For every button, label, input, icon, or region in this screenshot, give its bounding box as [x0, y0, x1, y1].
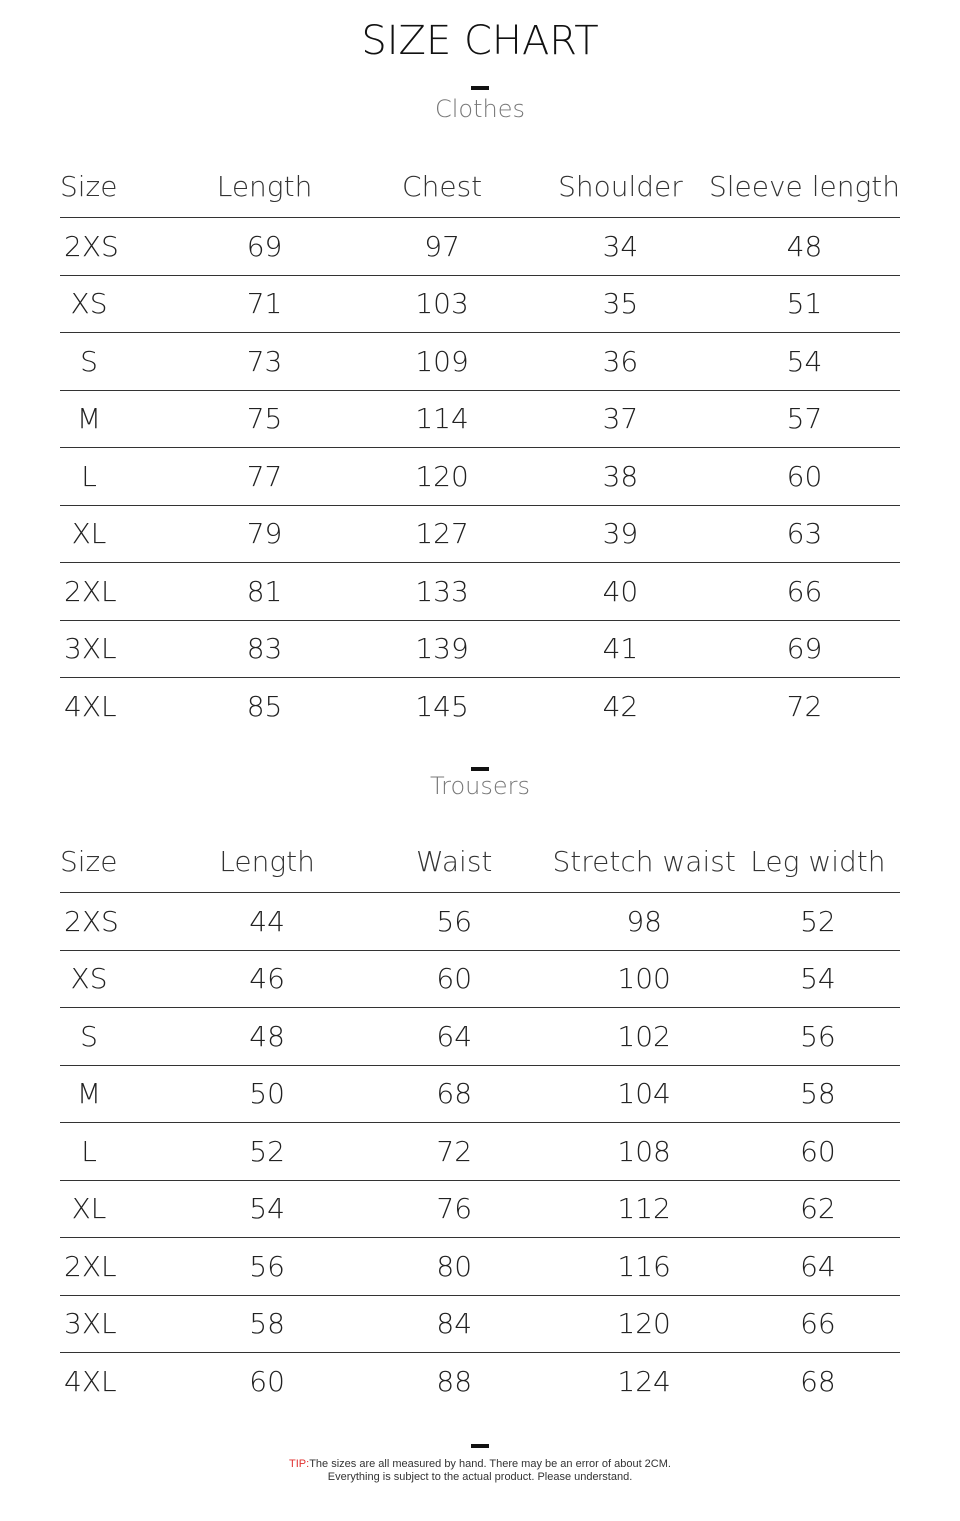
measurement-cell: 40	[602, 574, 639, 608]
measurement-cell: 39	[602, 517, 639, 551]
table-row	[60, 1065, 900, 1123]
tip-line-1: The sizes are all measured by hand. There may be an error of about 2CM.	[309, 1458, 671, 1470]
measurement-cell: 114	[415, 402, 469, 436]
measurement-cell: 108	[617, 1134, 671, 1168]
table-row	[60, 448, 900, 506]
size-label: S	[80, 344, 98, 378]
table-row	[60, 620, 900, 678]
measurement-cell: 69	[786, 632, 823, 666]
measurement-cell: 56	[800, 1019, 836, 1053]
size-label: S	[80, 1019, 98, 1053]
measurement-cell: 60	[436, 962, 473, 996]
table-row	[60, 950, 900, 1008]
size-label: 4XL	[64, 689, 117, 723]
measurement-cell: 36	[602, 344, 639, 378]
measurement-cell: 54	[800, 962, 836, 996]
table-row	[60, 1008, 900, 1066]
measurement-cell: 68	[800, 1364, 836, 1398]
size-label: 2XS	[64, 229, 119, 263]
size-cell	[60, 950, 178, 1008]
measurement-cell: 58	[249, 1307, 285, 1341]
section-divider-bar	[471, 767, 489, 771]
measurement-cell: 62	[800, 1192, 836, 1226]
measurement-cell: 84	[436, 1307, 473, 1341]
column-header: Size	[60, 169, 118, 203]
measurement-cell: 104	[617, 1077, 671, 1111]
table-row	[60, 218, 900, 276]
column-header: Chest	[402, 169, 483, 203]
column-header: Length	[216, 169, 313, 203]
size-cell	[60, 218, 177, 276]
size-cell	[60, 1238, 178, 1296]
measurement-cell: 42	[602, 689, 639, 723]
column-header: Shoulder	[558, 169, 683, 203]
size-cell	[60, 1123, 178, 1181]
measurement-cell: 37	[602, 402, 639, 436]
table-row	[60, 1180, 900, 1238]
section-divider-bar	[471, 1444, 489, 1448]
table-header-row	[60, 155, 900, 218]
size-label: 3XL	[64, 1307, 117, 1341]
measurement-cell: 58	[800, 1077, 836, 1111]
table-row	[60, 1295, 900, 1353]
clothes-heading: Clothes	[435, 95, 525, 123]
table-row	[60, 678, 900, 735]
tip-label: TIP:	[289, 1458, 310, 1470]
size-label: M	[76, 402, 102, 436]
table-row	[60, 563, 900, 621]
measurement-cell: 98	[626, 904, 662, 938]
size-label: L	[81, 1134, 97, 1168]
tip-line-2: Everything is subject to the actual product. Please understand.	[327, 1471, 633, 1483]
measurement-cell: 64	[800, 1249, 836, 1283]
column-header: Length	[219, 844, 315, 878]
table-header-row	[60, 830, 900, 893]
measurement-cell: 76	[436, 1192, 473, 1226]
size-cell	[60, 1008, 178, 1066]
measurement-cell: 72	[436, 1134, 473, 1168]
measurement-cell: 54	[786, 344, 823, 378]
measurement-cell: 116	[617, 1249, 671, 1283]
measurement-cell: 56	[436, 904, 473, 938]
table-row	[60, 1353, 900, 1410]
size-cell	[60, 893, 178, 951]
measurement-cell: 38	[602, 459, 639, 493]
column-header: Sleeve length	[708, 169, 900, 203]
table-row	[60, 390, 900, 448]
measurement-cell: 109	[415, 344, 469, 378]
column-header: Size	[60, 844, 118, 878]
clothes-size-table	[60, 155, 900, 735]
measurement-cell: 124	[617, 1364, 671, 1398]
size-cell	[60, 620, 177, 678]
measurement-cell: 88	[436, 1364, 473, 1398]
measurement-cell: 102	[617, 1019, 671, 1053]
size-cell	[60, 275, 177, 333]
measurement-cell: 83	[246, 632, 283, 666]
measurement-cell: 97	[424, 229, 460, 263]
measurement-cell: 48	[786, 229, 823, 263]
size-cell	[60, 1353, 178, 1410]
table-row	[60, 893, 900, 951]
tip-note	[0, 1458, 960, 1484]
measurement-cell: 35	[602, 287, 639, 321]
size-label: 2XL	[64, 1249, 117, 1283]
measurement-cell: 77	[246, 459, 283, 493]
size-cell	[60, 563, 177, 621]
measurement-cell: 52	[249, 1134, 285, 1168]
measurement-cell: 139	[415, 632, 469, 666]
measurement-cell: 60	[800, 1134, 836, 1168]
measurement-cell: 73	[246, 344, 283, 378]
trousers-heading: Trousers	[429, 772, 530, 800]
measurement-cell: 60	[249, 1364, 285, 1398]
size-label: XS	[70, 287, 108, 321]
measurement-cell: 68	[436, 1077, 473, 1111]
table-row	[60, 275, 900, 333]
measurement-cell: 44	[249, 904, 285, 938]
measurement-cell: 103	[415, 287, 469, 321]
measurement-cell: 85	[246, 689, 283, 723]
size-label: M	[76, 1077, 102, 1111]
measurement-cell: 80	[436, 1249, 473, 1283]
size-cell	[60, 505, 177, 563]
measurement-cell: 145	[415, 689, 469, 723]
size-cell	[60, 1295, 178, 1353]
measurement-cell: 120	[617, 1307, 671, 1341]
column-header: Leg width	[750, 844, 886, 878]
measurement-cell: 81	[246, 574, 283, 608]
size-label: 2XS	[64, 904, 119, 938]
measurement-cell: 100	[617, 962, 671, 996]
size-cell	[60, 1065, 178, 1123]
measurement-cell: 60	[786, 459, 823, 493]
measurement-cell: 63	[786, 517, 823, 551]
size-label: XL	[71, 517, 107, 551]
measurement-cell: 46	[249, 962, 285, 996]
measurement-cell: 41	[602, 632, 639, 666]
measurement-cell: 64	[436, 1019, 473, 1053]
size-label: L	[81, 459, 97, 493]
measurement-cell: 57	[786, 402, 823, 436]
measurement-cell: 52	[800, 904, 836, 938]
table-row	[60, 505, 900, 563]
measurement-cell: 54	[249, 1192, 285, 1226]
size-cell	[60, 448, 177, 506]
measurement-cell: 133	[415, 574, 469, 608]
size-label: 2XL	[64, 574, 117, 608]
measurement-cell: 50	[249, 1077, 285, 1111]
size-cell	[60, 678, 177, 735]
column-header: Waist	[416, 844, 493, 878]
measurement-cell: 66	[800, 1307, 836, 1341]
measurement-cell: 51	[786, 287, 823, 321]
table-row	[60, 333, 900, 391]
size-label: XS	[70, 962, 108, 996]
size-cell	[60, 1180, 178, 1238]
measurement-cell: 72	[786, 689, 823, 723]
page-title: SIZE CHART	[361, 18, 599, 64]
section-divider-bar	[471, 86, 489, 90]
measurement-cell: 48	[249, 1019, 285, 1053]
table-row	[60, 1123, 900, 1181]
size-cell	[60, 333, 177, 391]
size-cell	[60, 390, 177, 448]
measurement-cell: 34	[602, 229, 639, 263]
size-label: 4XL	[64, 1364, 117, 1398]
size-label: XL	[71, 1192, 107, 1226]
measurement-cell: 75	[246, 402, 283, 436]
measurement-cell: 66	[786, 574, 823, 608]
size-label: 3XL	[64, 632, 117, 666]
measurement-cell: 79	[246, 517, 283, 551]
measurement-cell: 69	[246, 229, 283, 263]
table-row	[60, 1238, 900, 1296]
measurement-cell: 112	[617, 1192, 671, 1226]
measurement-cell: 56	[249, 1249, 285, 1283]
measurement-cell: 71	[246, 287, 283, 321]
measurement-cell: 120	[415, 459, 469, 493]
measurement-cell: 127	[415, 517, 469, 551]
column-header: Stretch waist	[552, 844, 736, 878]
trousers-size-table	[60, 830, 900, 1410]
